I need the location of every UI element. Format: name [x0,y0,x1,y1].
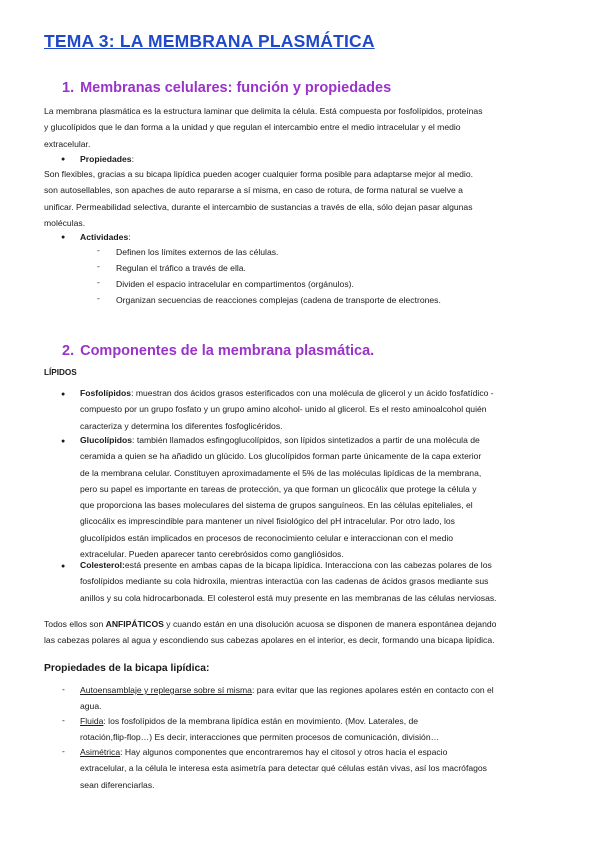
propiedades-line: Son flexibles, gracias a su bicapa lipídica pueden acoger cualquier forma posible para adaptarse mejor al medio. [44,169,473,179]
bicapa-item-line: sean diferenciarlas. [80,779,155,790]
intro-line: extracelular. [44,138,91,149]
fosfolipidos-line: caracteriza y determina los diferentes fosfoglicéridos. [80,420,283,431]
bicapa-item-line: agua. [80,701,102,712]
bicapa-item-label: Fluida [80,716,104,726]
lipidos-label: LÍPIDOS [44,368,77,377]
section2-number: 2. [62,343,75,359]
section2-heading [62,343,374,359]
bullet-icon: ● [61,156,66,163]
anfipaticos-pre: Todos ellos son [44,619,106,629]
dash-icon: - [62,715,65,725]
anfipaticos-line: las cabezas polares al agua y escondiendo sus cabezas apolares en el interior, es decir, formando una bicapa lipídica. [44,635,495,646]
bullet-icon: ● [61,391,66,398]
bicapa-item-fluida [80,713,439,746]
bullet-icon: ● [61,234,66,241]
anfipaticos-post: y cuando están en una disolución acuosa se disponen de manera espontánea dejando [163,619,497,629]
bullet-icon: ● [61,438,66,445]
colesterol-block [80,557,497,606]
fosfolipidos-line: : muestran dos ácidos grasos esterificados con una molécula de glicerol y un ácido fosfatídico - [131,388,494,398]
propiedades-line: moléculas. [44,217,86,228]
propiedades-label: Propiedades [80,154,132,164]
fosfolipidos-label: Fosfolípidos [80,388,132,398]
bullet-icon: ● [61,563,66,570]
bicapa-item-line: : Hay algunos componentes que encontraremos hay el citosol y otros hacia el espacio [120,747,448,757]
colesterol-line: está presente en ambas capas de la bicapa lipídica. Interacciona con las cabezas polares de los [124,560,492,570]
intro-line: y glucolípidos que le dan forma a la unidad y que regulan el intercambio entre el medio intracelular y el medio [44,122,461,133]
glucolipidos-line: glucolípidos están implicados en procesos de reconocimiento celular e interaccionan con el medio [80,532,454,543]
propiedades-label-row: Propiedades: [80,154,134,164]
glucolipidos-line: extracelular. Pueden aparecer tanto cerebrósidos como gangliósidos. [80,549,344,560]
bicapa-item-autoensamblaje [80,682,494,715]
glucolipidos-block [80,432,481,562]
section1-heading-text: Membranas celulares: función y propiedades [80,80,392,96]
dash-icon: - [97,277,100,287]
glucolipidos-line: de la membrana celular. Constituyen aproximadamente el 5% de las moléculas lipídicas de la membrana, [80,467,482,478]
actividad-item: Dividen el espacio intracelular en compartimentos (orgánulos). [116,279,354,289]
propiedades-line: unificar. Permeabilidad selectiva, durante el intercambio de sustancias a través de ella, sólo dejan pasar algunas [44,201,473,212]
bicapa-item-line: : los fosfolípidos de la membrana lipídica están en movimiento. (Mov. Laterales, de [103,716,419,726]
intro-line: La membrana plasmática es la estructura laminar que delimita la célula. Está compuesta por fosfolípidos, proteínas [44,106,483,116]
propiedades-text [44,166,473,231]
dash-icon: - [97,261,100,271]
actividad-item: Organizan secuencias de reacciones complejas (cadena de transporte de electrones. [116,295,441,305]
colesterol-line: fosfolípidos mediante su cola hidroxila, mientras interactúa con las cadenas de ácidos grasos mediante sus [80,576,489,587]
bicapa-item-label: Autoensamblaje y replegarse sobre sí misma [80,685,252,695]
anfipaticos-paragraph [44,616,496,649]
glucolipidos-line: : también llamados esfingoglucolípidos, son lípidos sintetizados a partir de una molécula de [132,435,480,445]
section1-intro [44,103,483,152]
colesterol-label: Colesterol: [80,560,125,570]
bicapa-item-line: rotación,flip-flop…) Es decir, interacciones que permiten procesos de comunicación, división… [80,732,440,743]
fosfolipidos-line: compuesto por un grupo fosfato y un grupo amino alcohol- unido al glicerol. Es el resto aminoalcohol quién [80,404,487,415]
dash-icon: - [97,293,100,303]
actividades-label: Actividades [80,232,129,242]
bicapa-item-label: Asimétrica [80,747,121,757]
bicapa-heading: Propiedades de la bicapa lipídica: [44,663,210,674]
glucolipidos-label: Glucolípidos [80,435,133,445]
section1-number: 1. [62,80,75,96]
bicapa-item-line: : para evitar que las regiones apolares estén en contacto con el [251,685,494,695]
page-title: TEMA 3: LA MEMBRANA PLASMÁTICA [44,31,375,51]
glucolipidos-line: pero su papel es importante en tareas de protección, ya que forman un glicocálix que protege la célula y [80,483,477,494]
actividad-item: Regulan el tráfico a través de ella. [116,263,246,273]
glucolipidos-line: que proporciona las bases moleculares del sistema de grupos sanguíneos. En las células epiteliales, el [80,500,473,511]
bicapa-item-asimetrica [80,744,487,793]
actividades-label-row: Actividades: [80,232,131,242]
glucolipidos-line: ceramida a quien se ha añadido un glúcido. Los glucolípidos forman parte únicamente de la capa exterior [80,451,482,462]
section2-heading-text: Componentes de la membrana plasmática. [80,343,375,359]
dash-icon: - [97,245,100,255]
dash-icon: - [62,746,65,756]
anfipaticos-bold: ANFIPÁTICOS [105,619,164,629]
colesterol-line: anillos y su cola hidrocarbonada. El colesterol está muy presente en las membranas de las células nerviosas. [80,592,497,603]
section1-heading [62,80,391,96]
fosfolipidos-block [80,385,494,434]
bicapa-item-line: extracelular, a la célula le interesa esta asimetría para detectar qué células están vivas, así los macrófagos [80,763,487,774]
dash-icon: - [62,684,65,694]
propiedades-line: son autosellables, son apaches de auto repararse a sí misma, en caso de rotura, de forma natural se vuelve a [44,185,463,196]
glucolipidos-line: glicocálix es imprescindible para mantener un nivel fisiológico del pH intracelular. Por otro lado, los [80,516,455,527]
actividad-item: Definen los límites externos de las células. [116,247,279,257]
